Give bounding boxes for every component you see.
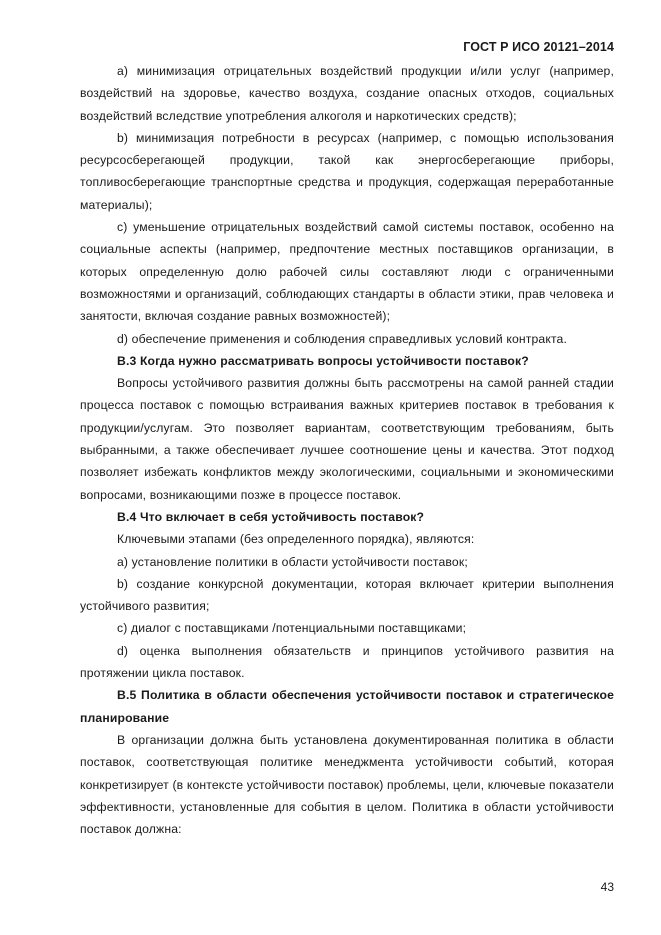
section-heading-b5: В.5 Политика в области обеспечения устойчивости поставок и стратегическое планирование [80, 688, 614, 725]
list-item-d-fair-contract-terms: d) обеспечение применения и соблюдения справедливых условий контракта. [117, 331, 568, 346]
list-item-c-supply-system-impacts: c) уменьшение отрицательных воздействий самой системы поставок, особенно на социальные аспекты (например, предпочтение местных поставщиков организации, в которых определенную долю рабочей силы составляют люди с ограниченными возможностями и организаций, соблюдающих стандарты в области этики, прав человека и занятости, включая создание равных возможностей); [80, 220, 614, 324]
list-item-b-resource-minimization: b) минимизация потребности в ресурсах (например, с помощью использования ресурсосберегающей продукции, такой как энергосберегающие приборы, топливосберегающие транспортные средства и продукция, содержащая переработанные материалы); [80, 130, 614, 212]
document-body [80, 60, 614, 840]
section-heading-b4: В.4 Что включает в себя устойчивость поставок? [117, 509, 425, 524]
list-item-a-policy: а) установление политики в области устойчивости поставок; [117, 554, 468, 569]
list-item-d-performance-evaluation: d) оценка выполнения обязательств и принципов устойчивого развития на протяжении цикла поставок. [80, 643, 614, 681]
page-number: 43 [600, 880, 614, 894]
list-item-a-minimization-impacts: а) минимизация отрицательных воздействий продукции и/или услуг (например, воздействий на здоровье, качество воздуха, создание опасных отходов, социальных воздействий вследствие употребления алкоголя и наркотических средств); [80, 64, 614, 123]
list-item-b-tender-docs: b) создание конкурсной документации, которая включает критерии выполнения устойчивого развития; [80, 576, 614, 614]
list-item-c-supplier-dialogue: c) диалог с поставщиками /потенциальными поставщиками; [117, 621, 467, 636]
section-heading-b3: В.3 Когда нужно рассматривать вопросы устойчивости поставок? [117, 353, 529, 368]
paragraph-b5-body: В организации должна быть установлена документированная политика в области поставок, соответствующая политике менеджмента устойчивости событий, которая конкретизирует (в контексте устойчивости поставок) проблемы, цели, ключевые показатели эффективности, установленные для события в целом. Политика в области устойчивости поставок должна: [80, 732, 614, 837]
paragraph-b4-intro: Ключевыми этапами (без определенного порядка), являются: [117, 532, 475, 547]
paragraph-b3-body: Вопросы устойчивого развития должны быть рассмотрены на самой ранней стадии процесса поставок с помощью встраивания важных критериев поставок в требования к продукции/услугам. Это позволяет вариантам, соответствующим требованиям, быть выбранными, а также обеспечивает лучшее соотношение цены и качества. Этот подход позволяет избежать конфликтов между экологическими, социальными и экономическими вопросами, возникающими позже в процессе поставок. [80, 376, 614, 502]
document-header: ГОСТ Р ИСО 20121–2014 [463, 40, 614, 54]
